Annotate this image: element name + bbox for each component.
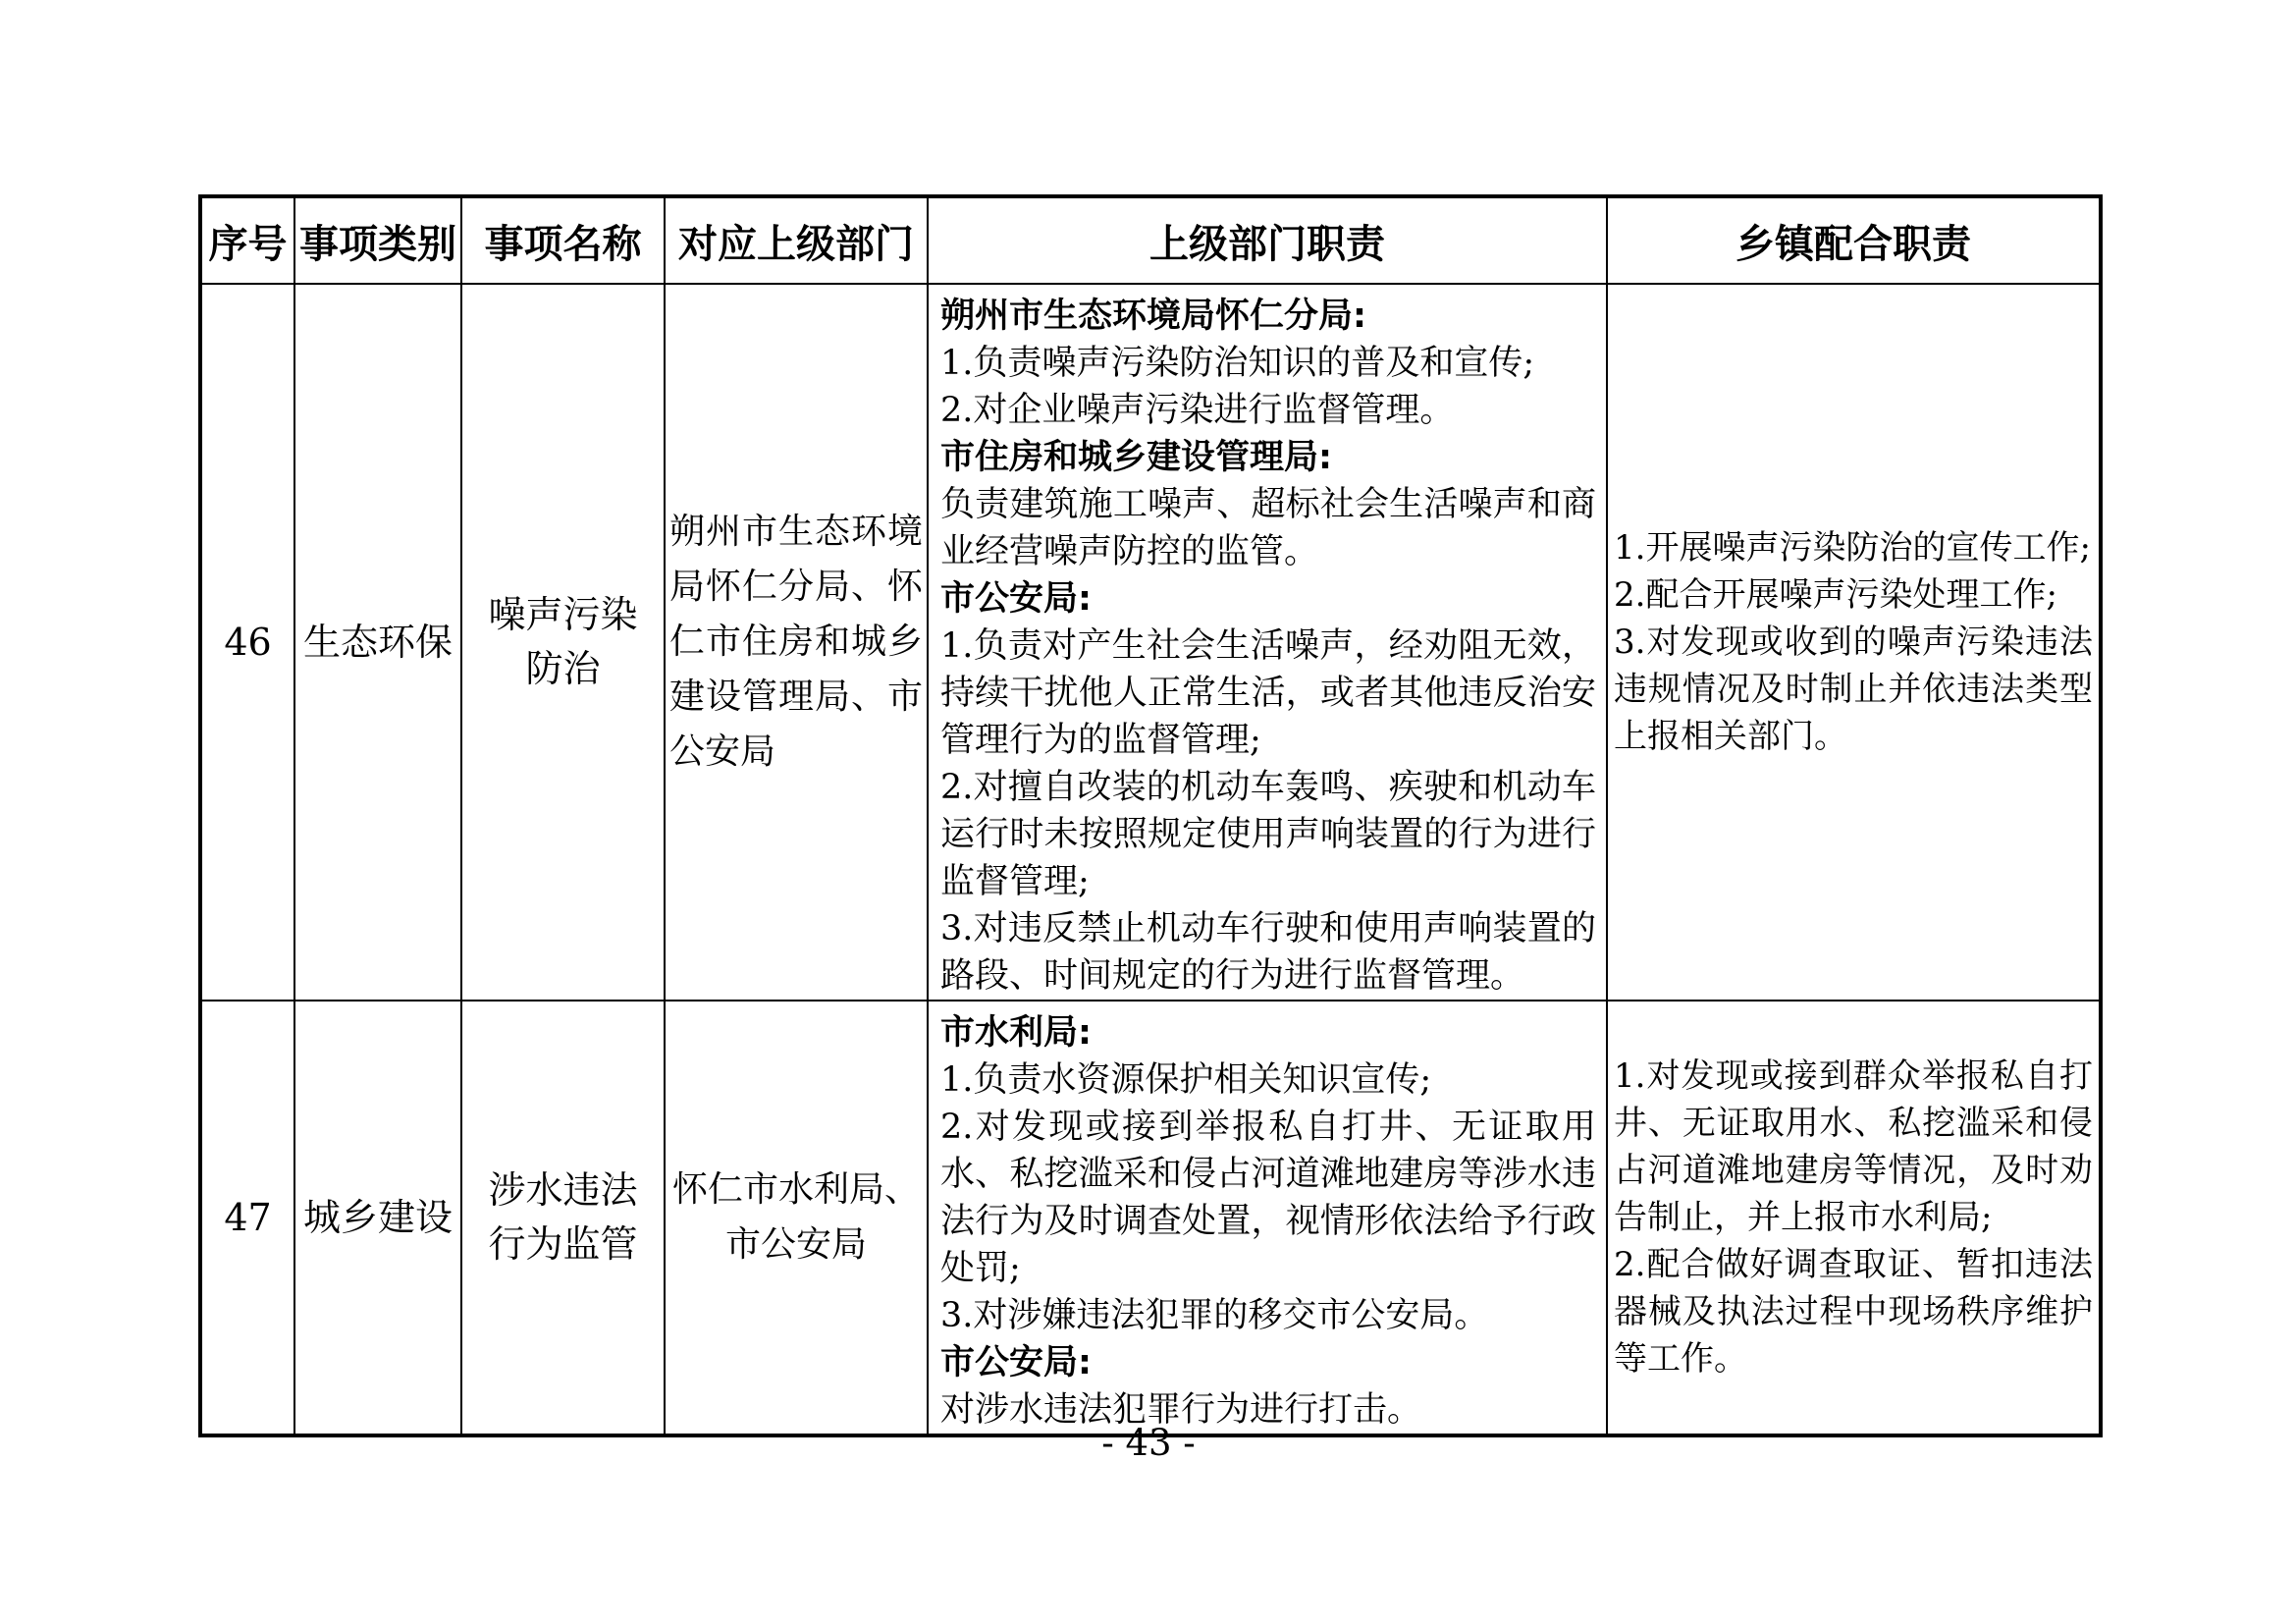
table-body — [200, 284, 2101, 1435]
row-serial-number: 47 — [200, 1001, 294, 1435]
table-row — [200, 1001, 2101, 1435]
duty-item: 1.负责噪声污染防治知识的普及和宣传; — [940, 344, 1535, 383]
duty-item: 1.对发现或接到群众举报私自打井、无证取用水、私挖滥采和侵占河道滩地建房等情况，及时劝告制止，并上报市水利局; — [1614, 1056, 2093, 1237]
duty-item: 对涉水违法犯罪行为进行打击。 — [940, 1390, 1422, 1430]
row-superior-duties — [928, 284, 1607, 1001]
duty-item: 1.负责水资源保护相关知识宣传; — [940, 1060, 1432, 1100]
header-superior-department: 对应上级部门 — [665, 196, 928, 284]
township-duties-text — [1614, 1053, 2093, 1382]
header-township-duties: 乡镇配合职责 — [1607, 196, 2101, 284]
header-superior-duties: 上级部门职责 — [928, 196, 1607, 284]
row-superior-duties — [928, 1001, 1607, 1435]
duty-item: 1.负责对产生社会生活噪声，经劝阻无效，持续干扰他人正常生活，或者其他违反治安管理行为的监督管理; — [940, 626, 1596, 760]
duty-item: 2.配合做好调查取证、暂扣违法器械及执法过程中现场秩序维护等工作。 — [1614, 1245, 2093, 1379]
superior-departments-text: 朔州市生态环境局怀仁分局、怀仁市住房和城乡建设管理局、市公安局 — [669, 512, 923, 772]
superior-departments-text: 怀仁市水利局、市公安局 — [671, 1169, 920, 1265]
department-heading: 市水利局: — [940, 1013, 1092, 1053]
duty-item: 2.对发现或接到举报私自打井、无证取用水、私挖滥采和侵占河道滩地建房等涉水违法行为及时调查处置，视情形依法给予行政处罚; — [940, 1108, 1596, 1288]
department-heading: 市住房和城乡建设管理局: — [940, 438, 1332, 477]
duty-item: 3.对发现或收到的噪声污染违法违规情况及时制止并依违法类型上报相关部门。 — [1614, 623, 2093, 756]
page-number: - 43 - — [1101, 1422, 1196, 1464]
township-duties-text — [1614, 524, 2093, 760]
row-serial-number: 46 — [200, 284, 294, 1001]
department-heading: 市公安局: — [940, 1343, 1092, 1382]
department-heading: 朔州市生态环境局怀仁分局: — [940, 297, 1366, 336]
duty-item: 3.对涉嫌违法犯罪的移交市公安局。 — [940, 1296, 1489, 1335]
header-item-category: 事项类别 — [294, 196, 461, 284]
header-row — [200, 196, 2101, 284]
row-item-name: 噪声污染防治 — [461, 284, 665, 1001]
duty-item: 2.配合开展噪声污染处理工作; — [1614, 575, 2057, 615]
duty-item: 负责建筑施工噪声、超标社会生活噪声和商业经营噪声防控的监管。 — [940, 485, 1596, 571]
row-superior-departments — [665, 1001, 928, 1435]
row-item-name: 涉水违法行为监管 — [461, 1001, 665, 1435]
row-superior-departments — [665, 284, 928, 1001]
duty-item: 2.对擅自改装的机动车轰鸣、疾驶和机动车运行时未按照规定使用声响装置的行为进行监督管理; — [940, 768, 1596, 901]
header-serial-number: 序号 — [200, 196, 294, 284]
duty-item: 1.开展噪声污染防治的宣传工作; — [1614, 528, 2091, 568]
department-heading: 市公安局: — [940, 579, 1092, 619]
duty-table — [198, 194, 2103, 1437]
header-item-name: 事项名称 — [461, 196, 665, 284]
row-item-category: 生态环保 — [294, 284, 461, 1001]
duty-item: 3.对违反禁止机动车行驶和使用声响装置的路段、时间规定的行为进行监督管理。 — [940, 909, 1596, 996]
row-item-category: 城乡建设 — [294, 1001, 461, 1435]
row-township-duties — [1607, 284, 2101, 1001]
table-row — [200, 284, 2101, 1001]
row-township-duties — [1607, 1001, 2101, 1435]
duty-item: 2.对企业噪声污染进行监督管理。 — [940, 391, 1455, 430]
